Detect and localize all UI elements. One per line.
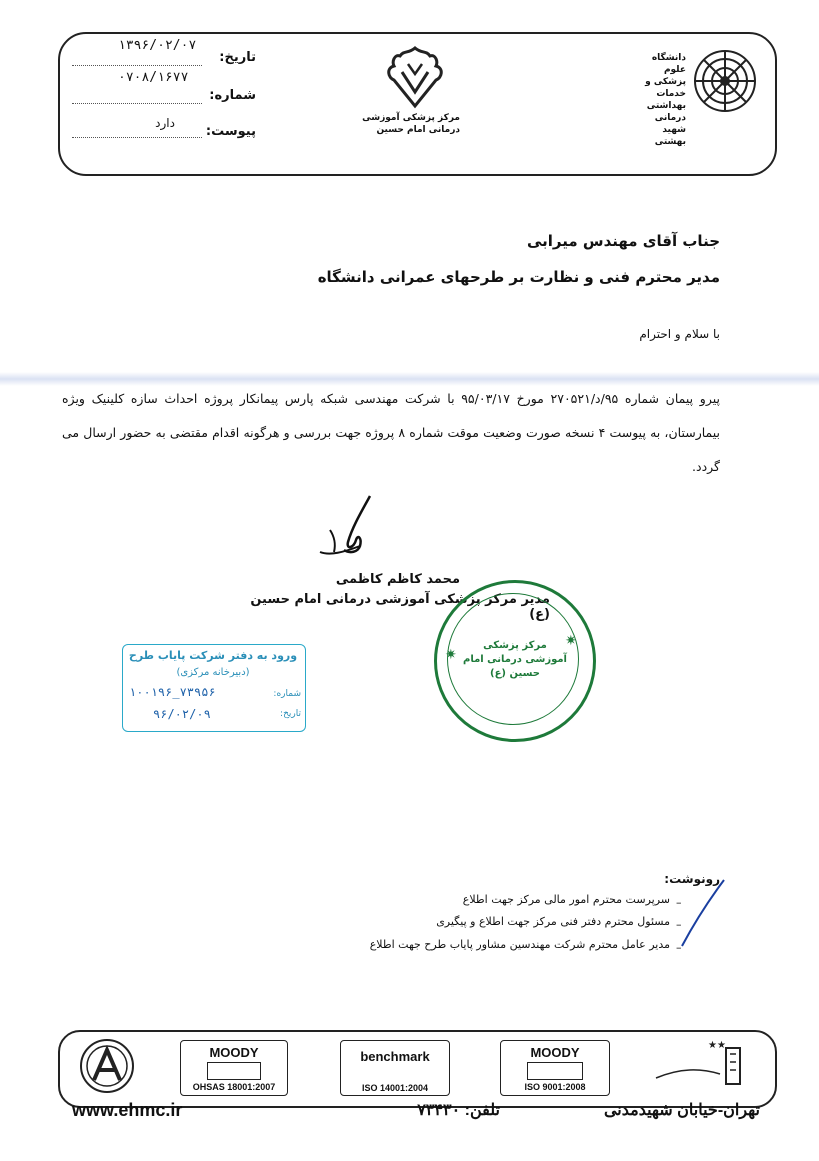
stamp-number-value: ۱۰۰۱۹۶_۷۳۹۵۶ <box>129 685 216 699</box>
date-value: ۱۳۹۶/۰۲/۰۷ <box>118 38 197 53</box>
award-logo-icon <box>650 1038 750 1092</box>
stamp-number-label: شماره: <box>273 689 301 699</box>
university-logo-icon <box>690 46 760 116</box>
cc-dash-1: – <box>676 896 682 909</box>
cert-iso9001 <box>500 1040 610 1096</box>
cert-iso14001 <box>340 1040 450 1096</box>
pen-mark-icon <box>674 876 734 956</box>
website: www.ehmc.ir <box>72 1100 183 1120</box>
university-logo-text: دانشگاه علوم پزشکی و خدمات بهداشتی درمانی شهید بهشتی <box>645 53 686 147</box>
stamp-date-value: ۹۶/۰۲/۰۹ <box>153 707 211 721</box>
cert-ohsas <box>180 1040 288 1096</box>
cert-label: ISO 9001:2008 <box>524 1082 586 1092</box>
seal-star-icon: ✷ <box>445 647 457 663</box>
cc-item-3: مدیر عامل محترم شرکت مهندسین مشاور پایاب طرح جهت اطلاع <box>369 938 670 951</box>
number-value: ۰۷۰۸/۱۶۷۷ <box>118 70 189 85</box>
stamp-title: ورود به دفتر شرکت پایاب طرح <box>128 649 298 662</box>
seal-text: مرکز پزشکی آموزشی درمانی امام حسین (ع) <box>463 640 567 679</box>
cc-dash-2: – <box>676 918 682 931</box>
greeting: با سلام و احترام <box>639 327 720 341</box>
cert-brand: benchmark <box>360 1049 430 1064</box>
number-label: شماره: <box>209 88 256 103</box>
address: تهران-خیابان شهیدمدنی <box>603 1102 760 1119</box>
cert-label: ISO 14001:2004 <box>361 1083 429 1093</box>
attachment-label: پیوست: <box>205 124 256 139</box>
center-logo-text: مرکز پزشکی آموزشی درمانی امام حسین <box>362 113 460 135</box>
recipient-title: مدیر محترم فنی و نظارت بر طرحهای عمرانی دانشگاه <box>317 268 720 286</box>
cc-dash-3: – <box>676 941 682 954</box>
number-dots <box>72 102 202 104</box>
cc-item-1: سرپرست محترم امور مالی مرکز جهت اطلاع <box>462 893 670 906</box>
seal-star-icon: ✷ <box>565 633 577 649</box>
recipient-name: جناب آقای مهندس میرابی <box>526 232 720 250</box>
moody-mark-icon <box>527 1062 583 1080</box>
cc-label: رونوشت: <box>664 872 720 886</box>
cert-brand: MOODY <box>209 1045 259 1060</box>
moody-mark-icon <box>207 1062 261 1080</box>
cert-label: OHSAS 18001:2007 <box>192 1082 276 1092</box>
receipt-stamp <box>122 644 306 732</box>
cc-item-2: مسئول محترم دفتر فنی مرکز جهت اطلاع و پیگیری <box>436 915 670 928</box>
phone: تلفن: ۷۳۴۳۰ <box>417 1102 500 1119</box>
attachment-value: دارد <box>155 116 175 130</box>
imam-hossein-logo-icon <box>380 44 450 114</box>
signatory-title: مدیر مرکز پزشکی آموزشی درمانی امام حسین (ع) <box>250 592 550 622</box>
attachment-dots <box>72 136 202 138</box>
date-label: تاریخ: <box>219 50 256 65</box>
svg-text:★★: ★★ <box>708 1040 726 1051</box>
cert-brand: MOODY <box>530 1045 580 1060</box>
stamp-subtitle: (دبیرخانه مرکزی) <box>176 667 250 678</box>
iac-logo-icon <box>72 1036 142 1098</box>
letter-body: پیرو پیمان شماره ۹۵/د/۲۷۰۵۲۱ مورخ ۹۵/۰۳/۱۷ با شرکت مهندسی شبکه پارس پیمانکار پروژه احداث سازه کلینیک ویژه بیمارستان، به پیوست ۴ نسخه صورت وضعیت موقت شماره ۸ پروژه جهت بررسی و هرگونه اقدام مقتضی به حضور ارسال می گردد. <box>62 391 721 474</box>
date-dots <box>72 64 202 66</box>
signatory-name: محمد کاظم کاظمی <box>335 572 460 587</box>
official-seal <box>434 580 596 742</box>
stamp-date-label: تاریخ: <box>280 709 301 719</box>
